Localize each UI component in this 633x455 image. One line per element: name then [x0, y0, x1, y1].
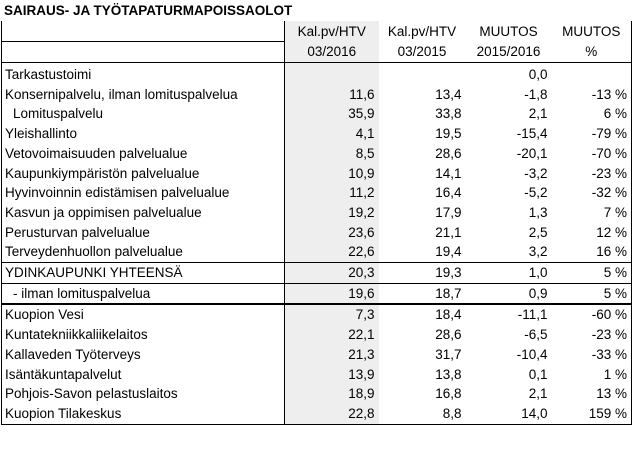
row-value-2016: 11,2	[285, 183, 379, 203]
header-2016-line1: Kal.pv/HTV	[285, 21, 379, 42]
row-value-2016: 4,1	[285, 124, 379, 144]
row-label: Isäntäkuntapalvelut	[2, 365, 285, 385]
row-label: Kuntatekniikkaliikelaitos	[2, 325, 285, 345]
row-label: Kaupunkiympäristön palvelualue	[2, 164, 285, 184]
row-change: 1,3	[528, 204, 548, 220]
header-change-line1: MUUTOS	[479, 23, 538, 39]
row-label: Kasvun ja oppimisen palvelualue	[2, 203, 285, 223]
row-label: Lomituspalvelu	[2, 104, 285, 124]
row-change-pct: -79 %	[591, 126, 627, 142]
row-change-pct: -13 %	[591, 86, 627, 102]
table-row	[2, 283, 632, 304]
row-value-2015: 19,4	[435, 244, 462, 260]
row-change: -6,5	[524, 327, 548, 343]
row-value-2015: 13,8	[435, 366, 462, 382]
row-change-pct: 7 %	[603, 204, 627, 220]
row-value-2016: 23,6	[285, 223, 379, 243]
row-value-2015: 18,7	[379, 283, 466, 304]
table-row	[2, 242, 632, 262]
row-value-2016	[285, 63, 379, 85]
row-value-2015	[379, 63, 466, 85]
row-change-pct: -33 %	[591, 346, 627, 362]
row-value-2015: 19,3	[379, 263, 466, 284]
row-value-2015: 14,1	[435, 165, 462, 181]
row-change-pct: 1 %	[603, 366, 627, 382]
row-label: YDINKAUPUNKI YHTEENSÄ	[2, 263, 285, 284]
row-change: 2,5	[528, 224, 548, 240]
row-change: -11,1	[517, 307, 548, 323]
row-value-2016: 35,9	[285, 104, 379, 124]
row-value-2015: 31,7	[435, 346, 462, 362]
row-label: Tarkastustoimi	[2, 63, 285, 85]
row-change-pct: 5 %	[552, 263, 632, 284]
row-change-pct: 16 %	[596, 244, 627, 260]
table-row	[2, 63, 632, 85]
row-change: 14,0	[521, 405, 548, 421]
row-change: 2,1	[528, 106, 548, 122]
row-label: Kuopion Tilakeskus	[2, 404, 285, 424]
row-value-2016: 8,5	[285, 144, 379, 164]
row-value-2016: 22,8	[285, 404, 379, 424]
row-change: 0,1	[528, 366, 548, 382]
header-2015-line2: 03/2015	[379, 42, 466, 63]
table-title: SAIRAUS- JA TYÖTAPATURMAPOISSAOLOT	[4, 3, 293, 18]
row-label: - ilman lomituspalvelua	[2, 283, 285, 304]
row-value-2016: 7,3	[285, 304, 379, 325]
table-row	[2, 164, 632, 184]
table-row	[2, 404, 632, 424]
row-label: Konsernipalvelu, ilman lomituspalvelua	[2, 85, 285, 105]
row-change-pct: -70 %	[591, 145, 627, 161]
row-change: 0,9	[466, 283, 552, 304]
row-change-pct: 5 %	[552, 283, 632, 304]
table-row	[2, 85, 632, 105]
header-2016-line2: 03/2016	[285, 42, 379, 63]
row-label: Vetovoimaisuuden palvelualue	[2, 144, 285, 164]
header-empty-2	[2, 42, 285, 63]
row-value-2016: 22,6	[285, 242, 379, 262]
row-change: 2,1	[528, 386, 548, 402]
table-row	[2, 104, 632, 124]
row-value-2016: 21,3	[285, 345, 379, 365]
row-change-pct: -23 %	[591, 165, 627, 181]
row-value-2016: 18,9	[285, 384, 379, 404]
row-value-2015: 16,8	[435, 386, 462, 402]
header-pct-line2: %	[552, 42, 632, 63]
table-row	[2, 384, 632, 404]
table-row	[2, 345, 632, 365]
row-change: 3,2	[528, 244, 548, 260]
table-row	[2, 183, 632, 203]
header-pct-line1: MUUTOS	[562, 23, 621, 39]
row-value-2015: 18,4	[435, 307, 462, 323]
row-label: Pohjois-Savon pelastuslaitos	[2, 384, 285, 404]
row-change-pct: 13 %	[596, 386, 627, 402]
row-label: Kallaveden Työterveys	[2, 345, 285, 365]
row-change-pct: -32 %	[591, 185, 627, 201]
row-change-pct: 12 %	[596, 224, 627, 240]
header-change-line2: 2015/2016	[466, 42, 552, 63]
row-value-2015: 13,4	[435, 86, 462, 102]
row-change: -5,2	[524, 185, 548, 201]
table-row	[2, 203, 632, 223]
row-change: 1,0	[466, 263, 552, 284]
table-row	[2, 124, 632, 144]
row-change-pct: -23 %	[591, 327, 627, 343]
row-value-2016: 20,3	[285, 263, 379, 284]
row-change-pct: 6 %	[603, 106, 627, 122]
table-row	[2, 223, 632, 243]
row-value-2015: 16,4	[435, 185, 462, 201]
row-value-2015: 8,8	[442, 405, 462, 421]
row-label: Perusturvan palvelualue	[2, 223, 285, 243]
row-value-2016: 10,9	[285, 164, 379, 184]
row-label: Hyvinvoinnin edistämisen palvelualue	[2, 183, 285, 203]
table-row	[2, 263, 632, 284]
row-change-pct: 159 %	[588, 405, 627, 421]
header-empty	[2, 21, 285, 42]
row-value-2015: 28,6	[435, 327, 462, 343]
row-change: -3,2	[524, 165, 548, 181]
row-value-2016: 22,1	[285, 325, 379, 345]
table-row	[2, 144, 632, 164]
row-change: -15,4	[516, 126, 548, 142]
row-change: 0,0	[528, 67, 548, 82]
absence-table	[1, 21, 632, 425]
row-change: -10,4	[516, 346, 548, 362]
table-row	[2, 365, 632, 385]
row-value-2015: 33,8	[435, 106, 462, 122]
row-change-pct: -60 %	[591, 307, 627, 323]
header-2015-line1: Kal.pv/HTV	[387, 23, 457, 39]
row-label: Yleishallinto	[2, 124, 285, 144]
row-label: Kuopion Vesi	[2, 304, 285, 325]
row-change: -1,8	[524, 86, 548, 102]
row-value-2016: 19,2	[285, 203, 379, 223]
row-value-2015: 17,9	[435, 204, 462, 220]
row-label: Terveydenhuollon palvelualue	[2, 242, 285, 262]
row-value-2015: 28,6	[435, 145, 462, 161]
row-value-2015: 21,1	[435, 224, 462, 240]
row-value-2016: 13,9	[285, 365, 379, 385]
row-change-pct	[552, 63, 632, 85]
table-row	[2, 325, 632, 345]
row-value-2015: 19,5	[435, 126, 462, 142]
row-change: -20,1	[516, 145, 548, 161]
row-value-2016: 11,6	[285, 85, 379, 105]
row-value-2016: 19,6	[285, 283, 379, 304]
table-row	[2, 304, 632, 325]
